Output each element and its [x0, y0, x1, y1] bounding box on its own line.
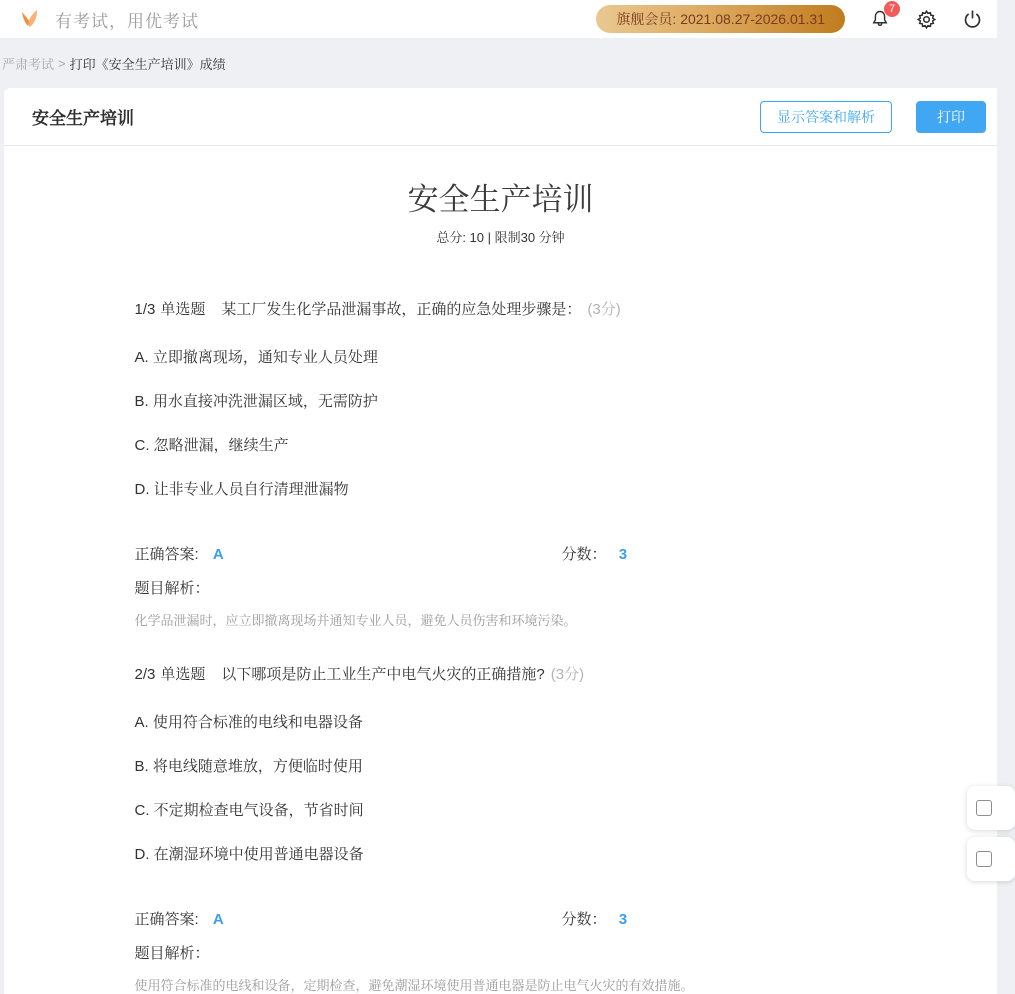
exam-paper: [135, 146, 867, 994]
floating-side-button-1[interactable]: [967, 786, 1015, 830]
correct-answer-value: A: [212, 911, 224, 928]
option-c: C. 忽略泄漏，继续生产: [134, 437, 289, 454]
gear-icon: [916, 9, 937, 30]
breadcrumb: [0, 38, 997, 88]
analysis-label: 题目解析：: [134, 945, 210, 962]
question-type: 单选题: [160, 301, 206, 318]
correct-answer-label: 正确答案:: [134, 911, 199, 928]
exam-title: 安全生产培训: [407, 182, 594, 217]
score-label: 分数：: [561, 546, 607, 563]
option-d: D. 让非专业人员自行清理泄漏物: [134, 481, 349, 498]
app-logo-icon[interactable]: [18, 7, 42, 31]
option-b: B. 将电线随意堆放，方便临时使用: [134, 758, 363, 775]
correct-answer-label: 正确答案:: [134, 546, 199, 563]
option-b: B. 用水直接冲洗泄漏区域，无需防护: [134, 393, 378, 410]
question-points: (3分): [587, 301, 621, 318]
main-card: [4, 88, 997, 994]
score-value: 3: [618, 911, 628, 928]
question-head: [135, 663, 867, 684]
toolbar-buttons: [760, 101, 986, 133]
settings-button[interactable]: [915, 8, 937, 30]
panel-icon: [976, 851, 992, 867]
power-icon: [962, 9, 983, 30]
membership-badge[interactable]: 旗舰会员: 2021.08.27-2026.01.31: [596, 5, 845, 33]
app-slogan: 有考试，用优考试: [55, 11, 199, 31]
notifications-button[interactable]: [869, 3, 896, 30]
question-block-1: [135, 298, 867, 629]
option-a: A. 使用符合标准的电线和电器设备: [134, 714, 363, 731]
breadcrumb-separator: >: [58, 55, 66, 71]
analysis-text: 使用符合标准的电线和设备，定期检查，避免潮湿环境使用普通电器是防止电气火灾的有效措施。: [134, 978, 694, 993]
score-value: 3: [618, 546, 628, 563]
correct-answer-value: A: [212, 546, 224, 563]
score-label: 分数：: [561, 911, 607, 928]
floating-side-button-2[interactable]: [967, 837, 1015, 881]
top-header: [0, 0, 997, 38]
print-button[interactable]: 打印: [916, 101, 986, 133]
question-options: [135, 346, 867, 499]
show-answers-button[interactable]: 显示答案和解析: [760, 101, 892, 133]
answer-row: [135, 908, 867, 926]
panel-icon: [976, 800, 992, 816]
score-group: [562, 543, 628, 564]
question-index: 1/3: [134, 301, 156, 318]
option-d: D. 在潮湿环境中使用普通电器设备: [134, 846, 364, 863]
question-points: (3分): [550, 666, 585, 683]
question-stem: 某工厂发生化学品泄漏事故，正确的应急处理步骤是：: [221, 301, 582, 318]
page-title: 安全生产培训: [32, 109, 134, 128]
header-actions: [596, 5, 983, 33]
question-type: 单选题: [160, 666, 206, 683]
breadcrumb-parent-link[interactable]: 严肃考试: [2, 56, 55, 72]
breadcrumb-current: 打印《安全生产培训》成绩: [69, 56, 226, 72]
option-a: A. 立即撤离现场，通知专业人员处理: [134, 349, 378, 366]
logout-button[interactable]: [961, 8, 983, 30]
question-head: [135, 298, 867, 319]
score-group: [562, 908, 628, 929]
question-stem: 以下哪项是防止工业生产中电气火灾的正确措施?: [221, 666, 545, 683]
option-c: C. 不定期检查电气设备，节省时间: [134, 802, 364, 819]
analysis-text: 化学品泄漏时，应立即撤离现场并通知专业人员，避免人员伤害和环境污染。: [134, 613, 577, 628]
card-toolbar: [4, 88, 997, 146]
question-index: 2/3: [134, 666, 156, 683]
answer-row: [135, 543, 867, 561]
question-block-2: [135, 663, 867, 994]
analysis-label: 题目解析：: [134, 580, 210, 597]
notification-count-badge: 7: [884, 1, 900, 17]
exam-meta: 总分: 10 | 限制30 分钟: [436, 230, 565, 245]
question-options: [135, 711, 867, 864]
